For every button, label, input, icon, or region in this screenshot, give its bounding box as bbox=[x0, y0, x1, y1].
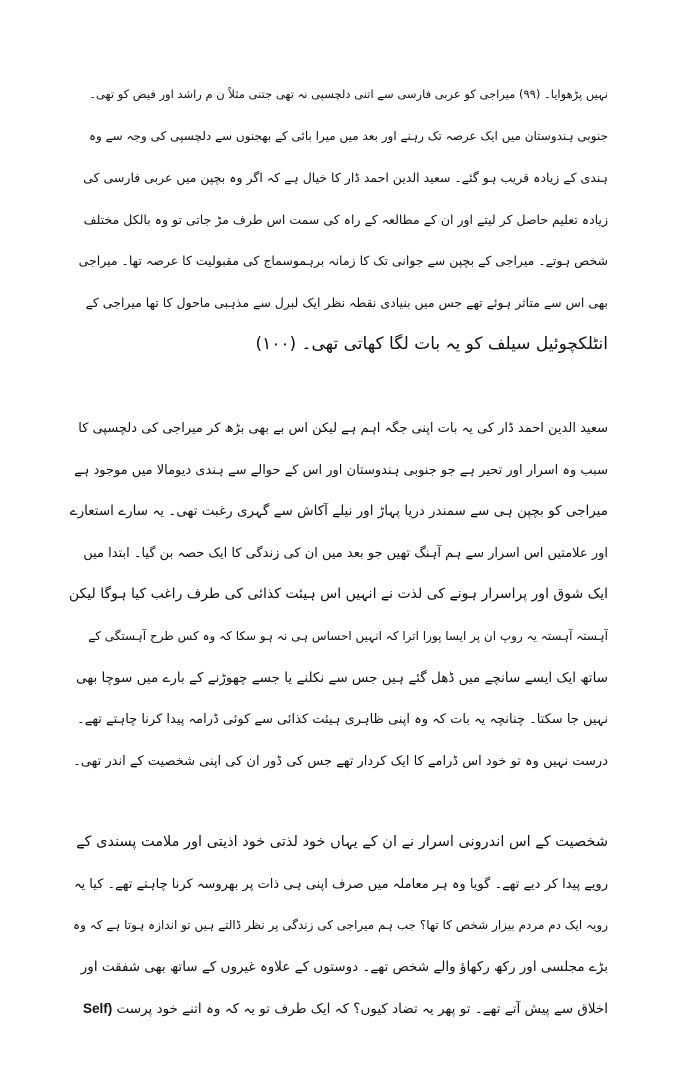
text-line: جنوبی ہندوستان میں ایک عرصہ تک رہنے اور بعد میں میرا بائی کے بھجنوں سے دلچسپی کی وجہ سے وہ bbox=[88, 128, 608, 143]
text-line: نہیں جا سکتا۔ چنانچہ یہ بات کہ وہ اپنی ظاہری ہیئت کذائی سے کوئی ڈرامہ پیدا کرنا چاہتے تھے۔ bbox=[77, 712, 608, 728]
text-line bbox=[68, 988, 608, 1030]
text-line: اور علامتیں اس اسرار سے ہم آہنگ تھیں جو بعد میں ان کی زندگی کا ایک حصہ بن گیا۔ ابتدا میں bbox=[83, 545, 608, 561]
text-line: ہندی کے زیادہ قریب ہو گئے۔ سعید الدین احمد ڈار کا خیال ہے کہ اگر وہ بچپن میں عربی فارسی کی bbox=[83, 170, 608, 186]
paragraph-3 bbox=[68, 822, 608, 1030]
text-line: ساتھ ایک ایسے سانچے میں ڈھل گئے ہیں جس سے نکلنے یا جسے چھوڑنے کے بارے میں سوچا بھی bbox=[76, 669, 608, 686]
text-line: میراجی کو بچپن ہی سے سمندر دریا پہاڑ اور نیلے آکاش سے گہری رغبت تھی۔ یہ سارے استعارے bbox=[69, 503, 608, 520]
latin-word: Self) bbox=[82, 1001, 113, 1017]
text-line: ایک شوق اور پراسرار ہونے کی لذت نے انہیں اس ہیئت کذائی کی طرف راغب کیا ہوگا لیکن bbox=[68, 586, 608, 603]
text-line: شخصیت کے اس اندرونی اسرار نے ان کے یہاں خود لذتی خود اذیتی اور ملامت پسندی کے bbox=[76, 834, 608, 850]
text-line: بھی اس سے متاثر ہوئے تھے جس میں بنیادی نقطہ نظر ایک لبرل سے مذہبی ماحول کا تھا میراجی کے bbox=[85, 294, 608, 310]
text-line: شخص ہوتے۔ میراجی کے بچپن سے جوانی تک کا زمانہ برہموسماج کی مقبولیت کا عرصہ تھا۔ میراجی bbox=[78, 253, 608, 269]
text-line: انٹلکچوئیل سیلف کو یہ بات لگا کھاتی تھی۔ (۱۰۰) bbox=[255, 333, 608, 354]
text-line: رویہ ایک دم مردم بیزار شخص کا تھا؟ جب ہم میراجی کی زندگی پر نظر ڈالتے ہیں تو اندازہ ہوتا ہے کہ وہ bbox=[73, 918, 608, 933]
paragraph-2 bbox=[68, 408, 608, 782]
text-line: نہیں پڑھوایا۔ (۹۹) میراجی کو عربی فارسی سے اتنی دلچسپی نہ تھی جتنی مثلاً ن م راشد اور فیض کو تھی۔ bbox=[89, 87, 608, 101]
text-fragment: اخلاق سے پیش آتے تھے۔ تو پھر یہ تضاد کیوں؟ کہ ایک طرف تو یہ کہ وہ اتنے خود پرست bbox=[116, 1001, 608, 1018]
text-line: رویے پیدا کر دیے تھے۔ گویا وہ ہر معاملہ میں صرف اپنی ہی ذات پر بھروسہ کرنا چاہتے تھے۔ کیا یہ bbox=[73, 876, 608, 892]
text-line: بڑے مجلسی اور رکھ رکھاؤ والے شخص تھے۔ دوستوں کے علاوہ غیروں کے ساتھ بھی شفقت اور bbox=[80, 958, 608, 975]
text-line: درست نہیں وہ تو خود اس ڈرامے کا ایک کردار تھے جس کی ڈور ان کی اپنی شخصیت کے اندر تھی۔ bbox=[73, 753, 608, 769]
text-line: سعید الدین احمد ڈار کی یہ بات اپنی جگہ اہم ہے لیکن اس بے بھی بڑھ کر میراجی کی دلچسپی کا bbox=[78, 421, 608, 436]
paragraph-1 bbox=[68, 74, 608, 365]
text-line: زیادہ تعلیم حاصل کر لیتے اور ان کے مطالعہ کے راہ کی سمت اس طرف مڑ جاتی تو وہ بالکل مختلف bbox=[83, 211, 608, 227]
text-line: سبب وہ اسرار اور تحیر ہے جو جنوبی ہندوستان اور اس کے حوالے سے ہندی دیومالا میں موجود ہے bbox=[74, 462, 608, 478]
text-line: آہستہ آہستہ یہ روپ ان پر ایسا پورا اترا کہ انہیں احساس ہی نہ ہو سکا کہ وہ کس طرح آہستگی کے bbox=[88, 628, 608, 643]
